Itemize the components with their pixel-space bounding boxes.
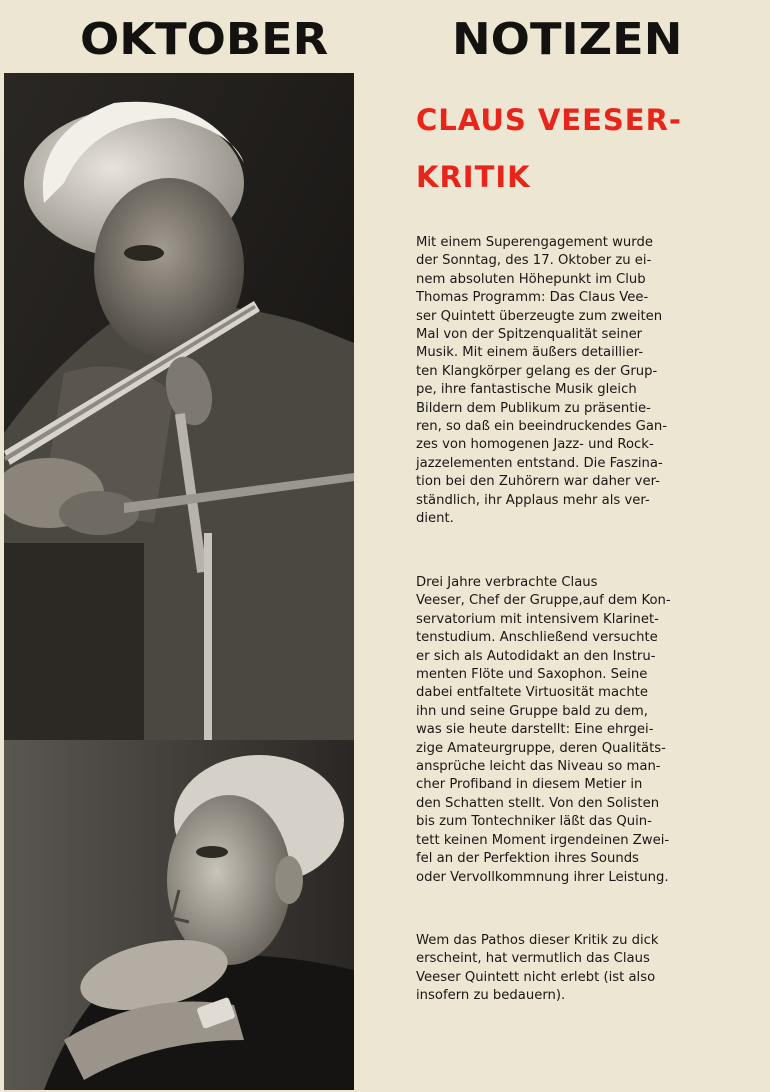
article-paragraph-1: Mit einem Superengagement wurde der Sonntag, des 17. Oktober zu ei- nem absoluten Höhepunkt im Club Thomas Programm: Das Claus Vee- ser Quintett überzeugte zum zweiten Mal von der Spitzenqualität seiner Musik. Mit einem äußers detaillier- ten Klangkörper gelang es der Grup- pe, ihre fantastische Musik gleich Bildern dem Publikum zu präsentie- ren, so daß ein beeindruckendes Gan- zes von homogenen Jazz- und Rock- jazzelementen entstand. Die Faszina- tion bei den Zuhörern war daher ver- ständlich, ihr Applaus mehr als ver- dient. xyxy=(416,235,668,527)
article-title-line-2: KRITIK xyxy=(416,160,531,194)
header-notizen: NOTIZEN xyxy=(452,14,683,65)
photo-flute-player-image xyxy=(4,73,354,740)
article-paragraph-2: Drei Jahre verbrachte Claus Veeser, Chef der Gruppe,auf dem Kon- servatorium mit intensivem Klarinet- tenstudium. Anschließend versuchte er sich als Autodidakt an den Instru- menten Flöte und Saxophon. Seine dabei entfaltete Virtuosität machte ihn und seine Gruppe bald zu dem, was sie heute darstellt: Eine ehrgei- zige Amateurgruppe, deren Qualitäts- ansprüche leicht das Niveau so man- cher Profiband in diesem Metier in den Schatten stellt. Von den Solisten bis zum Tontechniker läßt das Quin- tett keinen Moment irgendeinen Zwei- fel an der Perfektion ihres Sounds oder Vervollkommnung ihrer Leistung. xyxy=(416,575,671,885)
header-oktober: OKTOBER xyxy=(80,14,329,65)
photo-portrait-image xyxy=(4,740,354,1090)
article-title-line-1: CLAUS VEESER- xyxy=(416,103,682,137)
photo-portrait xyxy=(4,740,354,1090)
photo-flute-player xyxy=(4,73,354,740)
article-paragraph-3: Wem das Pathos dieser Kritik zu dick erscheint, hat vermutlich das Claus Veeser Quintett nicht erlebt (ist also insofern zu bedauern). xyxy=(416,933,659,1004)
